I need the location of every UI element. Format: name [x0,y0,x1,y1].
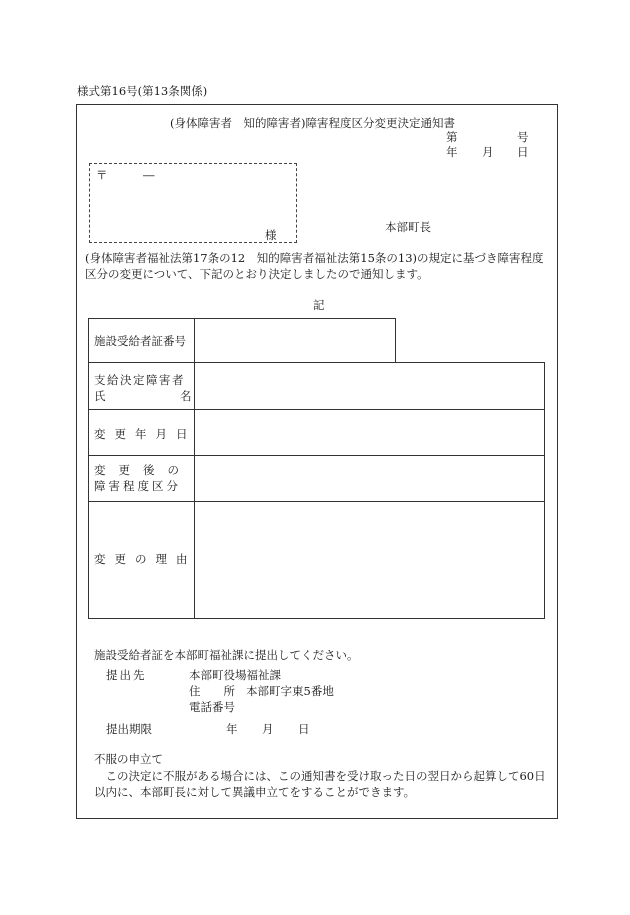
row-cert-number-divider [194,318,195,363]
label-recipient-shi: 氏 [94,389,106,403]
destination-name: 本部町役場福祉課 [189,668,281,682]
postal-mark: 〒 [96,168,108,182]
form-number: 様式第16号(第13条関係) [77,84,208,98]
honorific-sama: 様 [265,228,277,242]
table-row-line-2 [88,455,545,456]
date-year: 年 [446,145,458,159]
postal-dash: ― [143,168,155,182]
date-day: 日 [517,145,529,159]
label-after-change-line1: 変更後の [94,463,192,477]
issuer-name: 本部町長 [385,220,431,234]
label-recipient-line1: 支給決定障害者 [94,373,185,387]
table-column-divider [194,362,195,619]
label-recipient-mei: 名 [180,389,192,403]
document-title: (身体障害者 知的障害者)障害程度区分変更決定通知書 [170,116,455,130]
deadline-year: 年 [226,722,238,736]
ki-heading: 記 [313,298,325,312]
doc-number-dai: 第 [446,130,458,144]
label-change-reason: 変更の理由 [94,552,197,566]
submission-note: 施設受給者証を本部町福祉課に提出してください。 [94,648,359,662]
intro-paragraph: (身体障害者福祉法第17条の12 知的障害者福祉法第15条の13)の規定に基づき障害程度区分の変更について、下記のとおり決定しましたので通知します。 [85,251,544,281]
destination-label: 提出先 [106,668,147,682]
appeal-title: 不服の申立て [94,752,163,766]
doc-number-go: 号 [517,130,529,144]
table-row-line-1 [88,409,545,410]
label-after-change-line2: 障害程度区分 [94,479,181,493]
date-month: 月 [482,145,494,159]
deadline-label: 提出期限 [106,722,152,736]
deadline-month: 月 [262,722,274,736]
deadline-day: 日 [298,722,310,736]
table-row-line-3 [88,501,545,502]
destination-phone-label: 電話番号 [189,700,235,714]
label-change-date: 変更年月日 [94,427,197,441]
destination-address-label: 住 所 [189,684,235,698]
destination-address-value: 本部町字東5番地 [246,684,334,698]
label-cert-number: 施設受給者証番号 [94,334,186,348]
appeal-text: この決定に不服がある場合には、この通知書を受け取った日の翌日から起算して60日以内に、本部町長に対して異議申立てをすることができます。 [94,769,546,799]
